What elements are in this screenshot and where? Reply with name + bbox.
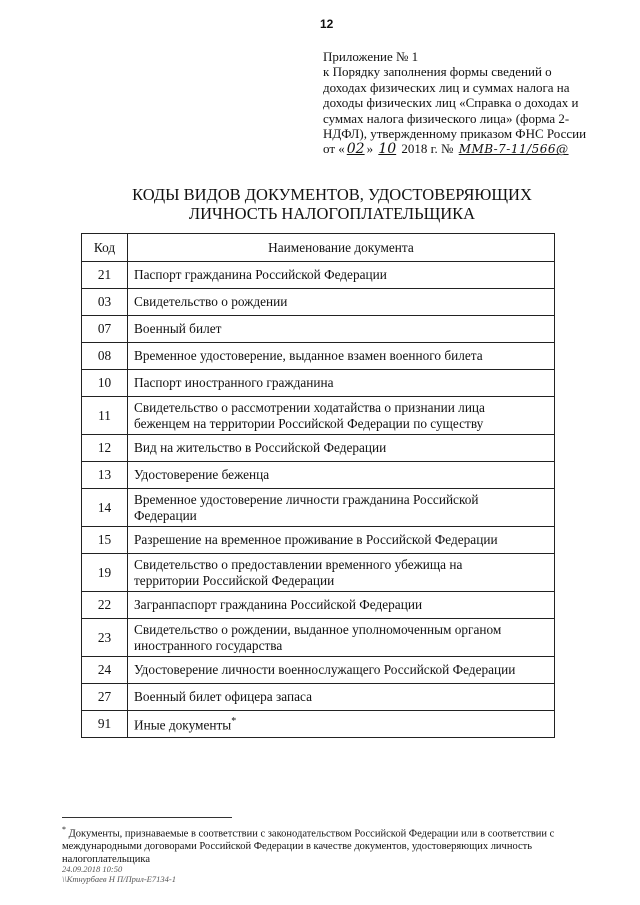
row-name-text: Иные документы [134,717,232,733]
table-row [82,684,555,711]
table-row [82,316,555,343]
document-codes-table [81,233,555,738]
table-row [82,343,555,370]
table-row [82,435,555,462]
row-name-line-2: Федерации [134,507,197,523]
table-row [82,711,555,738]
handwritten-day: 02 [346,141,365,158]
row-name: Военный билет [128,316,555,343]
row-name-line-1: Свидетельство о рассмотрении ходатайства о признании лица [134,399,485,415]
stamp-line-1: 24.09.2018 10:50 [62,864,123,874]
annex-line-3: доходах физических лиц и суммах налога на [323,79,570,95]
row-name-line-1: Временное удостоверение личности гражданина Российской [134,491,479,507]
row-code: 13 [82,462,128,489]
row-code: 21 [82,262,128,289]
row-name: Временное удостоверение, выданное взамен военного билета [128,343,555,370]
row-code: 27 [82,684,128,711]
table-header-row [82,234,555,262]
footnote-line-2: международными договорами Российской Федерации в качестве документов, удостоверяющих личность [62,841,532,853]
row-name: Удостоверение беженца [128,462,555,489]
header-name: Наименование документа [128,234,555,262]
footnote-mark: * [62,825,66,834]
footnote-line-1: Документы, признаваемые в соответствии с законодательством Российской Федерации или в соответствии с [68,828,555,840]
table-row [82,262,555,289]
row-name: Паспорт гражданина Российской Федерации [128,262,555,289]
row-name: Удостоверение личности военнослужащего Российской Федерации [128,657,555,684]
table-row [82,370,555,397]
row-code: 15 [82,527,128,554]
annex-line-4: доходы физических лиц «Справка о доходах и [323,95,579,111]
annex-line-5: суммах налога физического лица» (форма 2- [323,110,570,126]
table-row [82,592,555,619]
row-code: 22 [82,592,128,619]
annex-header [323,49,623,158]
row-name-line-1: Свидетельство о предоставлении временного убежища на [134,556,463,572]
footnote-divider [62,817,232,818]
table-row [82,527,555,554]
title-line-1: КОДЫ ВИДОВ ДОКУМЕНТОВ, УДОСТОВЕРЯЮЩИХ [132,185,532,204]
row-code: 23 [82,619,128,657]
handwritten-order-number: ММВ-7-11/566@ [458,142,569,157]
row-name [128,554,555,592]
row-name: Вид на жительство в Российской Федерации [128,435,555,462]
row-name: Паспорт иностранного гражданина [128,370,555,397]
table-row [82,462,555,489]
table-row [82,489,555,527]
row-name-line-1: Свидетельство о рождении, выданное уполномоченным органом [134,621,502,637]
row-name [128,619,555,657]
row-name [128,711,555,738]
table-row [82,289,555,316]
row-code: 11 [82,397,128,435]
footnote-marker: * [231,716,237,728]
row-code: 19 [82,554,128,592]
row-name: Свидетельство о рождении [128,289,555,316]
footnote-line-3: налогоплательщика [62,853,150,865]
row-name: Военный билет офицера запаса [128,684,555,711]
page-number: 12 [320,17,334,31]
date-prefix: от « [323,141,345,157]
table-row [82,657,555,684]
row-code: 07 [82,316,128,343]
annex-line-2: к Порядку заполнения формы сведений о [323,64,552,80]
row-code: 91 [82,711,128,738]
footnote [62,824,582,866]
row-name [128,397,555,435]
row-code: 10 [82,370,128,397]
table-row [82,619,555,657]
row-code: 08 [82,343,128,370]
print-stamp [62,864,176,884]
annex-line-1: Приложение № 1 [323,49,419,64]
row-name: Разрешение на временное проживание в Российской Федерации [128,527,555,554]
row-name-line-2: иностранного государства [134,637,283,653]
annex-line-6: НДФЛ), утвержденному приказом ФНС России [323,126,587,142]
row-name-line-2: территории Российской Федерации [134,572,335,588]
title-line-2: ЛИЧНОСТЬ НАЛОГОПЛАТЕЛЬЩИКА [188,204,476,223]
date-year: 2018 г. № [401,141,454,157]
table-row [82,397,555,435]
row-code: 03 [82,289,128,316]
row-code: 12 [82,435,128,462]
row-name-line-2: беженцем на территории Российской Федерации по существу [134,415,484,431]
handwritten-month: 10 [378,141,397,158]
document-title [72,185,592,223]
row-code: 24 [82,657,128,684]
header-code: Код [82,234,128,262]
annex-date-line [323,141,623,157]
table-row [82,554,555,592]
row-code: 14 [82,489,128,527]
row-name [128,489,555,527]
stamp-line-2: \\Ктнурбаев Н П/Прил-E7134-1 [62,874,176,884]
date-mid: » [366,141,374,157]
row-name: Загранпаспорт гражданина Российской Федерации [128,592,555,619]
